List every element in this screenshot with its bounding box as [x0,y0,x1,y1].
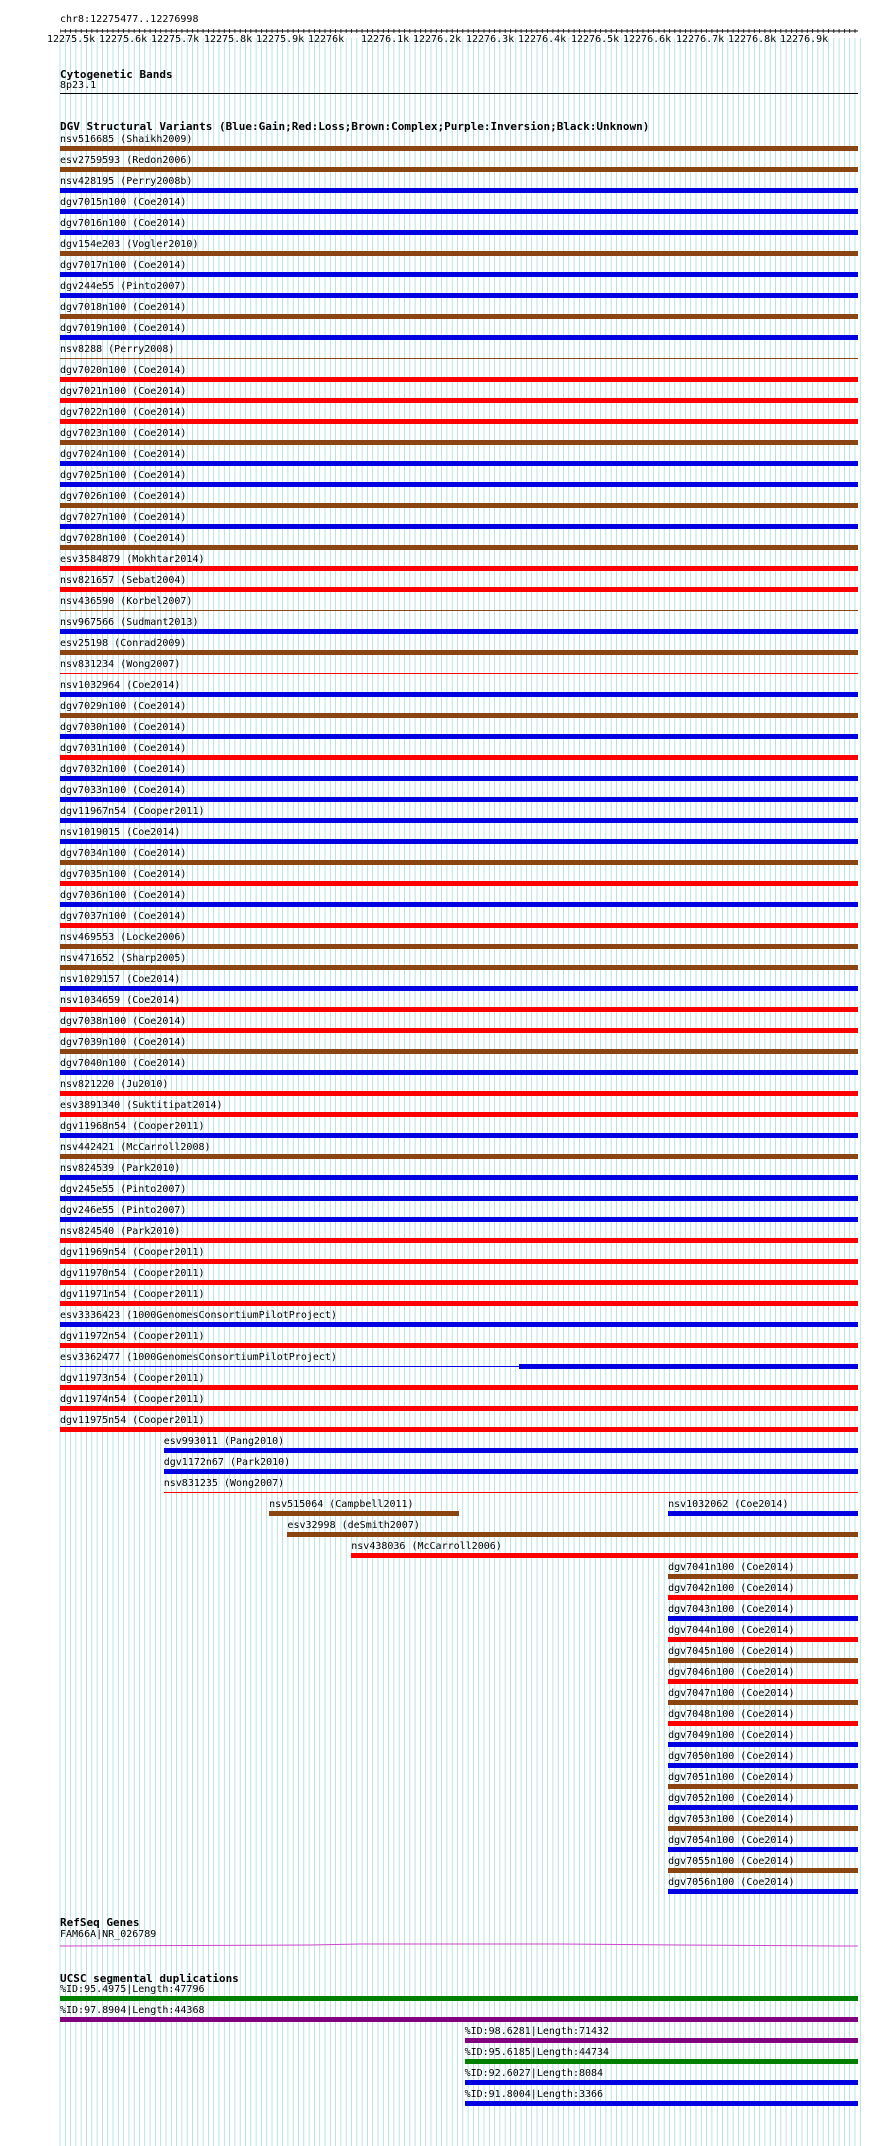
variant-label[interactable]: dgv7019n100 (Coe2014) [60,323,187,334]
variant-bar[interactable] [164,1448,858,1453]
variant-label[interactable]: dgv7041n100 (Coe2014) [668,1562,795,1573]
variant-bar[interactable] [668,1805,858,1810]
variant-bar[interactable] [60,818,858,823]
variant-bar[interactable] [519,1364,858,1369]
variant-label[interactable]: dgv7030n100 (Coe2014) [60,722,187,733]
variant-bar[interactable] [60,1427,858,1432]
variant-bar[interactable] [60,146,858,151]
variant-bar[interactable] [164,1469,858,1474]
variant-label[interactable]: dgv11973n54 (Cooper2011) [60,1373,205,1384]
variant-label[interactable]: dgv7022n100 (Coe2014) [60,407,187,418]
variant-bar[interactable] [60,1112,858,1117]
variant-bar[interactable] [60,1175,858,1180]
variant-bar[interactable] [60,1322,858,1327]
variant-bar[interactable] [60,776,858,781]
variant-bar[interactable] [668,1784,858,1789]
variant-label[interactable]: dgv7031n100 (Coe2014) [60,743,187,754]
variant-bar[interactable] [60,1133,858,1138]
cytoband-track-title[interactable]: Cytogenetic Bands [60,68,173,81]
dgv-track-title[interactable]: DGV Structural Variants (Blue:Gain;Red:Loss;Brown:Complex;Purple:Inversion;Black:Unknown) [60,120,650,133]
variant-bar[interactable] [668,1595,858,1600]
ruler-tick-label: 12275.9k [256,34,305,45]
variant-label[interactable]: nsv428195 (Perry2008b) [60,176,193,187]
variant-label[interactable]: dgv7026n100 (Coe2014) [60,491,187,502]
variant-bar[interactable] [351,1553,858,1558]
variant-label[interactable]: dgv1172n67 (Park2010) [163,1457,291,1468]
variant-bar[interactable] [668,1868,858,1873]
variant-bar[interactable] [60,377,858,382]
variant-bar[interactable] [60,1385,858,1390]
ruler-position: chr8:12275477..12276998 [60,14,199,25]
variant-label[interactable]: dgv7018n100 (Coe2014) [60,302,187,313]
variant-label[interactable]: dgv244e55 (Pinto2007) [60,281,187,292]
variant-bar[interactable] [60,1406,858,1411]
variant-label[interactable]: nsv824540 (Park2010) [60,1226,181,1237]
variant-label[interactable]: nsv515064 (Campbell2011) [269,1499,414,1510]
ruler-tick-label: 12276.5k [571,34,620,45]
variant-bar[interactable] [60,167,858,172]
variant-label[interactable]: dgv7048n100 (Coe2014) [668,1709,795,1720]
variant-bar[interactable] [60,251,858,256]
variant-label[interactable]: dgv7034n100 (Coe2014) [60,848,187,859]
variant-label[interactable]: dgv11969n54 (Cooper2011) [60,1247,205,1258]
variant-bar[interactable] [60,902,858,907]
variant-label[interactable]: dgv7033n100 (Coe2014) [60,785,187,796]
variant-label[interactable]: esv25198 (Conrad2009) [60,638,187,649]
cytoband-label[interactable]: 8p23.1 [60,80,97,91]
variant-label[interactable]: dgv7015n100 (Coe2014) [60,197,187,208]
variant-label[interactable]: dgv7046n100 (Coe2014) [668,1667,795,1678]
variant-bar[interactable] [269,1511,459,1516]
variant-bar[interactable] [668,1700,858,1705]
variant-bar[interactable] [60,461,858,466]
variant-label[interactable]: dgv7040n100 (Coe2014) [60,1058,187,1069]
variant-bar[interactable] [60,503,858,508]
variant-bar[interactable] [668,1889,858,1894]
variant-label[interactable]: dgv7017n100 (Coe2014) [60,260,187,271]
variant-bar[interactable] [60,860,858,865]
refseq-gene-feature[interactable] [60,1941,858,1949]
variant-bar[interactable] [60,209,858,214]
variant-label[interactable]: dgv7049n100 (Coe2014) [668,1730,795,1741]
variant-bar[interactable] [668,1742,858,1747]
variant-label[interactable]: dgv7038n100 (Coe2014) [60,1016,187,1027]
variant-bar[interactable] [60,566,858,571]
ruler-tick-label: 12276.1k [361,34,410,45]
segdup-label[interactable]: %ID:97.8904|Length:44368 [60,2005,205,2016]
variant-bar[interactable] [668,1847,858,1852]
ruler-tick-label: 12275.6k [99,34,148,45]
variant-label[interactable]: dgv7029n100 (Coe2014) [60,701,187,712]
variant-label[interactable]: nsv1032062 (Coe2014) [668,1499,789,1510]
variant-label[interactable]: dgv11975n54 (Cooper2011) [60,1415,205,1426]
variant-label[interactable]: nsv442421 (McCarroll2008) [60,1142,211,1153]
variant-bar[interactable] [60,482,858,487]
variant-label[interactable]: nsv469553 (Locke2006) [60,932,187,943]
variant-label[interactable]: dgv7053n100 (Coe2014) [668,1814,795,1825]
variant-bar[interactable] [60,1343,858,1348]
variant-label[interactable]: dgv7021n100 (Coe2014) [60,386,187,397]
variant-bar[interactable] [60,629,858,634]
variant-bar[interactable] [60,1366,519,1367]
variant-bar[interactable] [668,1616,858,1621]
variant-bar[interactable] [668,1637,858,1642]
variant-label[interactable]: dgv7051n100 (Coe2014) [668,1772,795,1783]
variant-bar[interactable] [60,755,858,760]
variant-label[interactable]: dgv246e55 (Pinto2007) [60,1205,187,1216]
variant-bar[interactable] [60,944,858,949]
variant-label[interactable]: dgv7016n100 (Coe2014) [60,218,187,229]
variant-bar[interactable] [60,797,858,802]
variant-bar[interactable] [164,1492,858,1493]
variant-bar[interactable] [668,1511,858,1516]
variant-label[interactable]: esv3584879 (Mokhtar2014) [60,554,205,565]
variant-bar[interactable] [60,965,858,970]
variant-bar[interactable] [60,1091,858,1096]
variant-label[interactable]: esv32998 (deSmith2007) [287,1520,420,1531]
segdup-label[interactable]: %ID:95.4975|Length:47796 [60,1984,205,1995]
ruler-tick-label: 12275.5k [47,34,96,45]
variant-bar[interactable] [60,314,858,319]
variant-label[interactable]: dgv11970n54 (Cooper2011) [60,1268,205,1279]
segdup-bar[interactable] [465,2101,858,2106]
variant-label[interactable]: dgv7036n100 (Coe2014) [60,890,187,901]
variant-label[interactable]: dgv11974n54 (Cooper2011) [60,1394,205,1405]
variant-label[interactable]: nsv471652 (Sharp2005) [60,953,187,964]
variant-label[interactable]: dgv7045n100 (Coe2014) [668,1646,795,1657]
ruler-tick-label: 12276.6k [623,34,672,45]
ruler-tick-label: 12275.8k [204,34,253,45]
variant-bar[interactable] [668,1574,858,1579]
variant-label[interactable]: nsv8288 (Perry2008) [60,344,175,355]
variant-bar[interactable] [60,734,858,739]
ruler-tick-label: 12276.4k [518,34,567,45]
variant-label[interactable]: dgv11967n54 (Cooper2011) [60,806,205,817]
variant-label[interactable]: nsv516685 (Shaikh2009) [60,134,193,145]
variant-label[interactable]: dgv7032n100 (Coe2014) [60,764,187,775]
variant-bar[interactable] [60,524,858,529]
variant-label[interactable]: nsv1019015 (Coe2014) [60,827,181,838]
variant-label[interactable]: nsv824539 (Park2010) [60,1163,181,1174]
variant-bar[interactable] [60,1301,858,1306]
variant-label[interactable]: dgv7020n100 (Coe2014) [60,365,187,376]
ruler-tick-label: 12276.2k [413,34,462,45]
variant-label[interactable]: nsv967566 (Sudmant2013) [60,617,199,628]
cytoband-line [60,93,858,94]
variant-bar[interactable] [60,610,858,611]
variant-bar[interactable] [60,986,858,991]
refseq-gene-label[interactable]: FAM66A|NR_026789 [60,1929,157,1940]
ruler-tick-label: 12276.3k [466,34,515,45]
variant-bar[interactable] [60,1259,858,1264]
variant-bar[interactable] [60,587,858,592]
variant-label[interactable]: nsv831235 (Wong2007) [163,1478,285,1489]
segdup-label[interactable]: %ID:98.6281|Length:71432 [464,2026,610,2037]
variant-label[interactable]: esv993011 (Pang2010) [163,1436,285,1447]
variant-label[interactable]: dgv7050n100 (Coe2014) [668,1751,795,1762]
variant-label[interactable]: nsv1032964 (Coe2014) [60,680,181,691]
variant-label[interactable]: nsv438036 (McCarroll2006) [351,1541,502,1552]
variant-label[interactable]: dgv7047n100 (Coe2014) [668,1688,795,1699]
segdup-label[interactable]: %ID:92.6027|Length:8084 [464,2068,604,2079]
variant-bar[interactable] [60,839,858,844]
variant-label[interactable]: dgv7028n100 (Coe2014) [60,533,187,544]
segdup-bar[interactable] [465,2059,858,2064]
variant-bar[interactable] [60,1028,858,1033]
variant-label[interactable]: nsv831234 (Wong2007) [60,659,181,670]
variant-bar[interactable] [60,1196,858,1201]
variant-bar[interactable] [60,419,858,424]
variant-label[interactable]: dgv11968n54 (Cooper2011) [60,1121,205,1132]
variant-label[interactable]: esv3362477 (1000GenomesConsortiumPilotProject) [60,1352,337,1363]
variant-label[interactable]: dgv7023n100 (Coe2014) [60,428,187,439]
variant-bar[interactable] [60,545,858,550]
variant-label[interactable]: dgv7025n100 (Coe2014) [60,470,187,481]
variant-bar[interactable] [668,1721,858,1726]
segdup-track-title[interactable]: UCSC segmental duplications [60,1972,239,1985]
variant-label[interactable]: dgv7055n100 (Coe2014) [668,1856,795,1867]
segdup-bar[interactable] [465,2038,858,2043]
variant-bar[interactable] [60,335,858,340]
ruler-tick-label: 12276.9k [780,34,829,45]
variant-label[interactable]: nsv821657 (Sebat2004) [60,575,187,586]
variant-bar[interactable] [60,1049,858,1054]
variant-bar[interactable] [60,673,858,674]
segdup-label[interactable]: %ID:91.8004|Length:3366 [464,2089,604,2100]
segdup-bar[interactable] [60,1996,858,2001]
variant-bar[interactable] [60,923,858,928]
variant-bar[interactable] [60,1070,858,1075]
variant-bar[interactable] [668,1658,858,1663]
variant-label[interactable]: nsv1034659 (Coe2014) [60,995,181,1006]
variant-label[interactable]: dgv7027n100 (Coe2014) [60,512,187,523]
variant-label[interactable]: dgv7044n100 (Coe2014) [668,1625,795,1636]
variant-label[interactable]: dgv7056n100 (Coe2014) [668,1877,795,1888]
variant-bar[interactable] [60,1007,858,1012]
variant-label[interactable]: dgv11971n54 (Cooper2011) [60,1289,205,1300]
ruler-tick-label: 12275.7k [151,34,200,45]
variant-bar[interactable] [60,358,858,359]
variant-label[interactable]: dgv7043n100 (Coe2014) [668,1604,795,1615]
variant-bar[interactable] [60,272,858,277]
variant-bar[interactable] [60,1154,858,1159]
variant-bar[interactable] [60,692,858,697]
variant-label[interactable]: dgv7035n100 (Coe2014) [60,869,187,880]
variant-bar[interactable] [668,1763,858,1768]
variant-label[interactable]: esv3336423 (1000GenomesConsortiumPilotProject) [60,1310,337,1321]
variant-label[interactable]: dgv11972n54 (Cooper2011) [60,1331,205,1342]
variant-label[interactable]: nsv1029157 (Coe2014) [60,974,181,985]
variant-bar[interactable] [60,440,858,445]
ruler-tick-label: 12276k [308,34,345,45]
variant-label[interactable]: dgv154e203 (Vogler2010) [60,239,199,250]
segdup-bar[interactable] [465,2080,858,2085]
variant-label[interactable]: dgv7042n100 (Coe2014) [668,1583,795,1594]
variant-bar[interactable] [60,293,858,298]
variant-label[interactable]: dgv7024n100 (Coe2014) [60,449,187,460]
variant-bar[interactable] [60,881,858,886]
variant-bar[interactable] [60,1280,858,1285]
segdup-bar[interactable] [60,2017,858,2022]
ruler-tick-label: 12276.7k [676,34,725,45]
variant-bar[interactable] [60,713,858,718]
ruler-tick-label: 12276.8k [728,34,777,45]
variant-bar[interactable] [60,1217,858,1222]
variant-label[interactable]: dgv7037n100 (Coe2014) [60,911,187,922]
variant-label[interactable]: esv2759593 (Redon2006) [60,155,193,166]
variant-label[interactable]: dgv7054n100 (Coe2014) [668,1835,795,1846]
variant-label[interactable]: dgv7052n100 (Coe2014) [668,1793,795,1804]
variant-label[interactable]: esv3891340 (Suktitipat2014) [60,1100,223,1111]
segdup-label[interactable]: %ID:95.6185|Length:44734 [464,2047,610,2058]
variant-bar[interactable] [60,188,858,193]
variant-bar[interactable] [60,230,858,235]
variant-bar[interactable] [60,650,858,655]
variant-label[interactable]: dgv7039n100 (Coe2014) [60,1037,187,1048]
variant-label[interactable]: dgv245e55 (Pinto2007) [60,1184,187,1195]
variant-bar[interactable] [287,1532,858,1537]
refseq-track-title[interactable]: RefSeq Genes [60,1916,140,1929]
variant-bar[interactable] [668,1826,858,1831]
variant-bar[interactable] [60,1238,858,1243]
variant-label[interactable]: nsv821220 (Ju2010) [60,1079,169,1090]
variant-label[interactable]: nsv436590 (Korbel2007) [60,596,193,607]
variant-bar[interactable] [60,398,858,403]
variant-bar[interactable] [668,1679,858,1684]
